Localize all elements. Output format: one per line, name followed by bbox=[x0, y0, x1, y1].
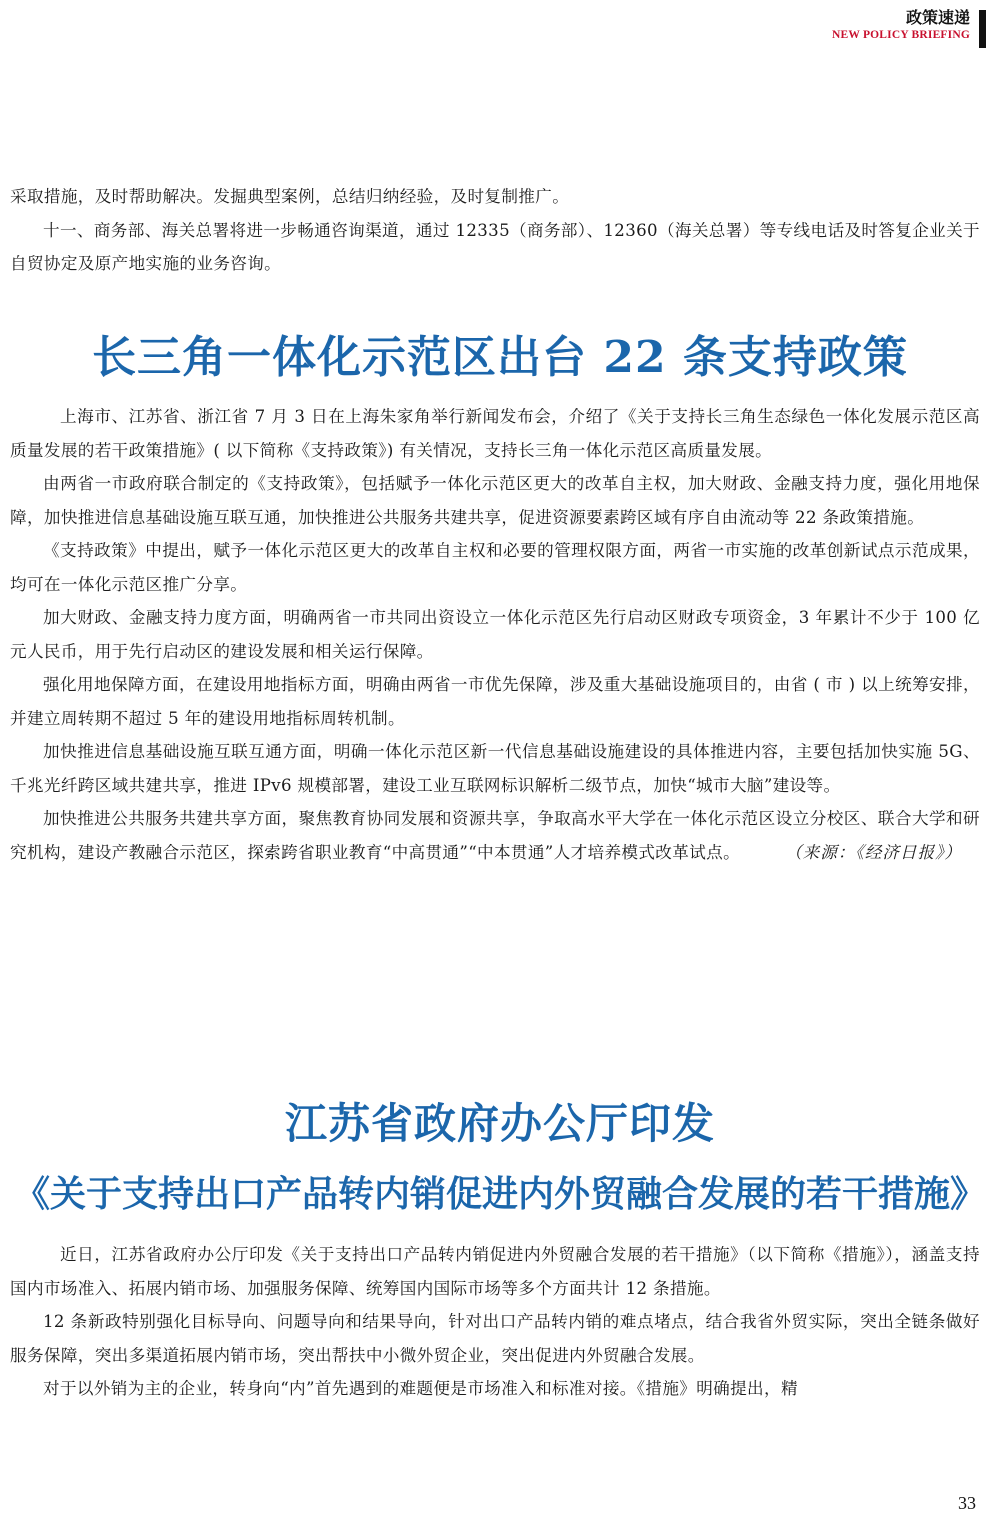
paragraph: 12 条新政特别强化目标导向、问题导向和结果导向，针对出口产品转内销的难点堵点，结合我省外贸实际，突出全链条做好服务保障，突出多渠道拓展内销市场，突出帮扶中小微外贸企业，突出促进内外贸融合发展。 bbox=[10, 1312, 980, 1365]
page-number: 33 bbox=[958, 1493, 976, 1513]
paragraph: 采取措施，及时帮助解决。发掘典型案例，总结归纳经验，及时复制推广。 bbox=[10, 187, 570, 206]
paragraph bbox=[10, 802, 980, 869]
paragraph: 加大财政、金融支持力度方面，明确两省一市共同出资设立一体化示范区先行启动区财政专项资金，3 年累计不少于 100 亿元人民币，用于先行启动区的建设发展和相关运行保障。 bbox=[10, 608, 980, 661]
section-title-cn: 政策速递 bbox=[905, 8, 970, 27]
article-source: （来源：《经济日报》） bbox=[785, 842, 962, 862]
paragraph-text: 加快推进公共服务共建共享方面，聚焦教育协同发展和资源共享，争取高水平大学在一体化示范区设立分校区、联合大学和研究机构，建设产教融合示范区，探索跨省职业教育“中高贯通”“中本贯通”人才培养模式改革试点。 bbox=[10, 809, 980, 862]
article-2-title-line-1: 江苏省政府办公厅印发 bbox=[284, 1099, 715, 1148]
article-1-body bbox=[10, 400, 980, 869]
paragraph: 由两省一市政府联合制定的《支持政策》，包括赋予一体化示范区更大的改革自主权，加大财政、金融支持力度，强化用地保障，加快推进信息基础设施互联互通，加快推进公共服务共建共享，促进资源要素跨区域有序自由流动等 22 条政策措施。 bbox=[10, 474, 980, 527]
section-title-en: NEW POLICY BRIEFING bbox=[832, 29, 970, 41]
paragraph: 加快推进信息基础设施互联互通方面，明确一体化示范区新一代信息基础设施建设的具体推进内容，主要包括加快实施 5G、千兆光纤跨区域共建共享，推进 IPv6 规模部署，建设工业互联网标识解析二级节点，加快“城市大脑”建设等。 bbox=[10, 742, 980, 795]
paragraph: 强化用地保障方面，在建设用地指标方面，明确由两省一市优先保障，涉及重大基础设施项目的，由省 ( 市 ) 以上统筹安排，并建立周转期不超过 5 年的建设用地指标周转机制。 bbox=[10, 675, 980, 728]
article-2-title-line-2: 《关于支持出口产品转内销促进内外贸融合发展的若干措施》 bbox=[13, 1173, 986, 1215]
paragraph: 《支持政策》中提出，赋予一体化示范区更大的改革自主权和必要的管理权限方面，两省一市实施的改革创新试点示范成果，均可在一体化示范区推广分享。 bbox=[10, 541, 980, 594]
paragraph: 近日，江苏省政府办公厅印发《关于支持出口产品转内销促进内外贸融合发展的若干措施》（以下简称《措施》），涵盖支持国内市场准入、拓展内销市场、加强服务保障、统筹国内国际市场等多个方面共计 12 条措施。 bbox=[10, 1245, 980, 1298]
section-header bbox=[832, 8, 970, 42]
intro-text bbox=[10, 180, 980, 281]
paragraph: 对于以外销为主的企业，转身向“内”首先遇到的难题便是市场准入和标准对接。《措施》明确提出，精 bbox=[43, 1379, 798, 1398]
article-2-body bbox=[10, 1238, 980, 1406]
paragraph: 上海市、江苏省、浙江省 7 月 3 日在上海朱家角举行新闻发布会，介绍了《关于支持长三角生态绿色一体化发展示范区高质量发展的若干政策措施》( 以下简称《支持政策》) 有关情况，支持长三角一体化示范区高质量发展。 bbox=[10, 407, 980, 460]
header-bar-divider bbox=[979, 10, 986, 48]
paragraph: 十一、商务部、海关总署将进一步畅通咨询渠道，通过 12335（商务部）、12360（海关总署）等专线电话及时答复企业关于自贸协定及原产地实施的业务咨询。 bbox=[10, 220, 980, 273]
article-1-title: 长三角一体化示范区出台 22 条支持政策 bbox=[92, 332, 908, 383]
